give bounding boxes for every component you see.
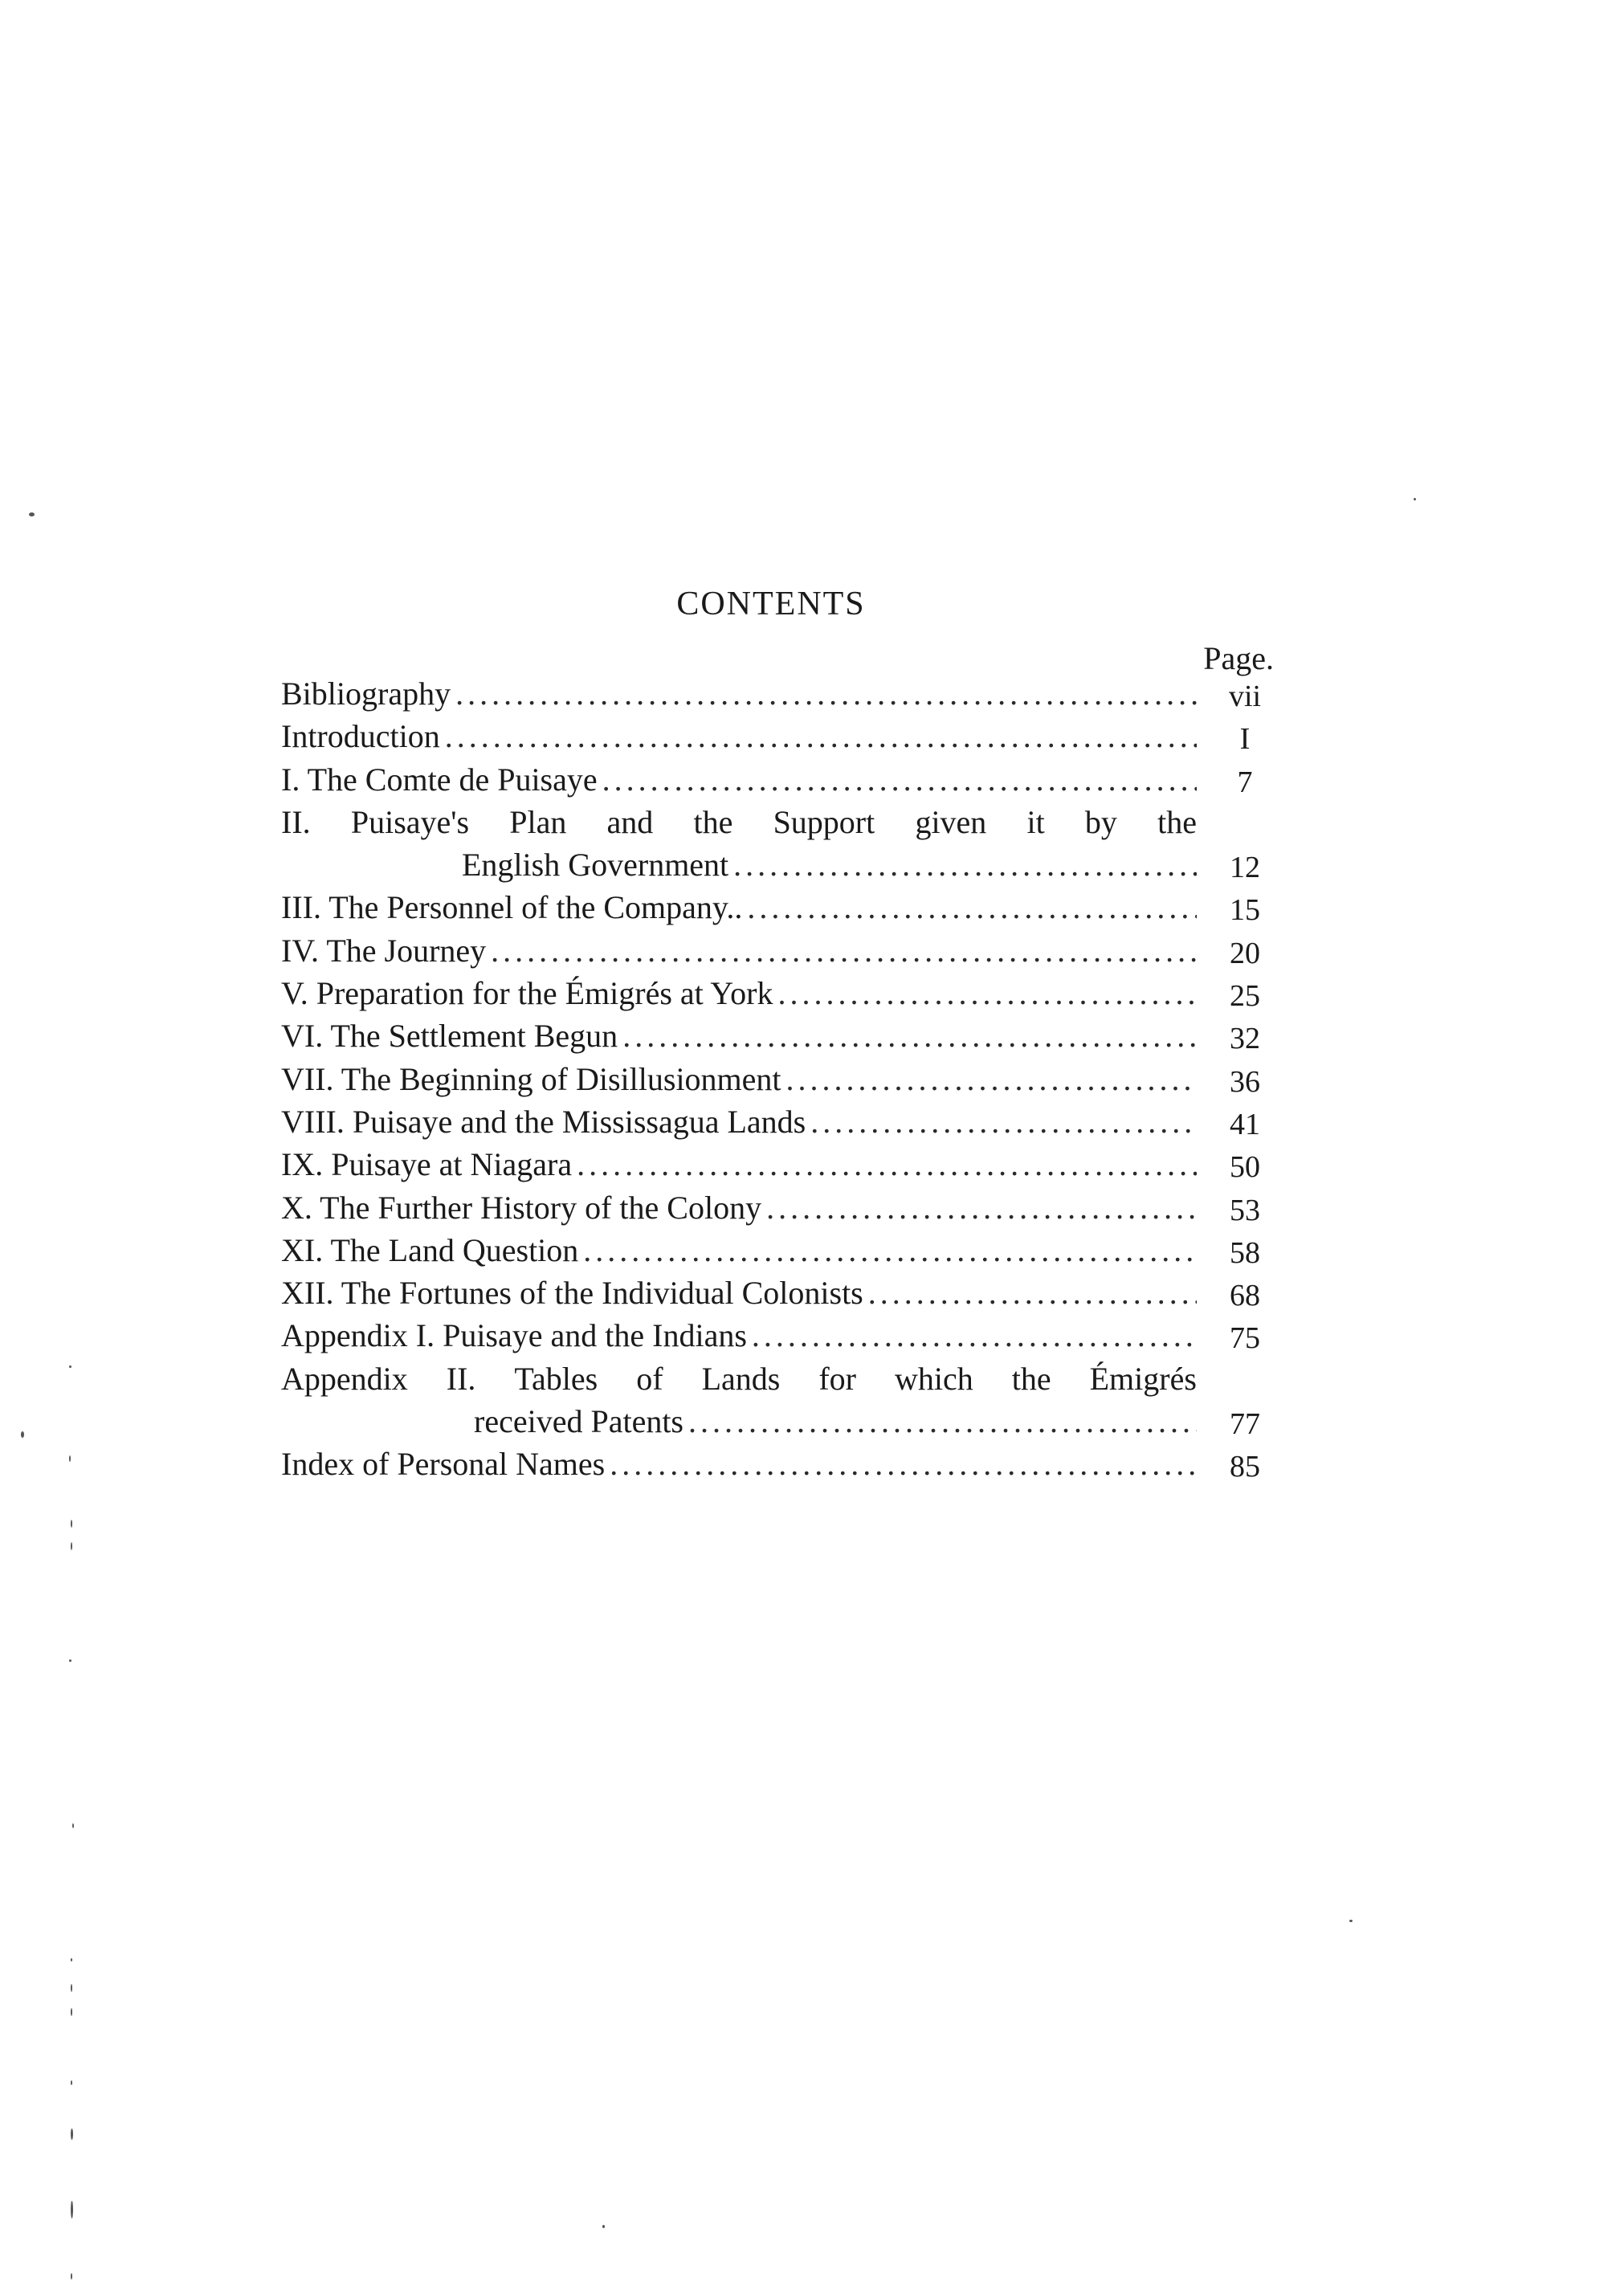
dot-leader	[752, 1314, 1197, 1357]
toc-entry-title-line-2: received Patents	[474, 1403, 683, 1440]
toc-entry-title: VI. The Settlement Begun	[281, 1018, 618, 1055]
toc-entry-page: 25	[1230, 979, 1260, 1014]
toc-entry-page: 7	[1237, 765, 1253, 799]
toc-word: Appendix	[281, 1360, 408, 1397]
toc-word: the	[1157, 803, 1197, 840]
scan-speck	[71, 1542, 72, 1550]
toc-word: and	[606, 803, 654, 840]
dot-leader	[810, 1100, 1197, 1143]
table-of-contents	[281, 672, 1277, 1486]
scan-speck	[71, 2129, 73, 2140]
toc-entry-appendix-2-line-2[interactable]	[281, 1400, 1277, 1443]
dot-leader	[583, 1229, 1197, 1271]
toc-entry-introduction[interactable]	[281, 715, 1277, 757]
toc-entry-title: IX. Puisaye at Niagara	[281, 1146, 573, 1183]
toc-entry-chapter-11[interactable]	[281, 1229, 1277, 1271]
dot-leader	[445, 715, 1197, 757]
dot-leader	[455, 672, 1197, 715]
toc-entry-page: 77	[1230, 1407, 1260, 1442]
toc-entry-page: 75	[1230, 1321, 1260, 1356]
page-column-heading: Page.	[1203, 640, 1274, 676]
toc-entry-page: 85	[1230, 1450, 1260, 1484]
toc-entry-title: I. The Comte de Puisaye	[281, 761, 598, 798]
toc-entry-title: VIII. Puisaye and the Mississagua Lands	[281, 1103, 806, 1140]
scan-speck	[71, 1958, 72, 1961]
dot-leader	[602, 758, 1197, 801]
toc-word: Tables	[514, 1360, 598, 1397]
toc-entry-appendix-2-line-1[interactable]	[281, 1357, 1277, 1400]
toc-entry-page: 68	[1230, 1279, 1260, 1313]
toc-entry-page: 41	[1230, 1107, 1260, 1141]
dot-leader	[868, 1271, 1197, 1314]
toc-entry-page: 32	[1230, 1022, 1260, 1056]
toc-entry-title: V. Preparation for the Émigrés at York	[281, 975, 773, 1012]
toc-entry-bibliography[interactable]	[281, 672, 1277, 715]
scan-speck	[1349, 1920, 1353, 1922]
toc-entry-title-line-1	[281, 801, 1197, 843]
toc-word: of	[636, 1360, 663, 1397]
dot-leader	[778, 972, 1198, 1014]
scan-speck	[71, 2008, 72, 2016]
dot-leader	[610, 1443, 1197, 1485]
dot-leader	[577, 1143, 1197, 1186]
toc-entry-chapter-12[interactable]	[281, 1271, 1277, 1314]
toc-entry-title: Introduction	[281, 718, 440, 755]
toc-entry-title-line-1	[281, 1357, 1197, 1400]
toc-entry-chapter-5[interactable]	[281, 972, 1277, 1014]
toc-entry-chapter-7[interactable]	[281, 1058, 1277, 1100]
toc-word: given	[915, 803, 987, 840]
toc-entry-title-line-2: English Government	[462, 847, 729, 884]
toc-word: it	[1026, 803, 1045, 840]
toc-entry-title: IV. The Journey	[281, 932, 487, 969]
scan-speck	[1414, 498, 1416, 500]
scan-speck	[71, 1984, 72, 1992]
toc-entry-page: 53	[1230, 1193, 1260, 1227]
toc-entry-chapter-6[interactable]	[281, 1014, 1277, 1057]
toc-word: Puisaye's	[350, 803, 470, 840]
toc-entry-title: Index of Personal Names	[281, 1446, 606, 1483]
toc-entry-page: 50	[1230, 1150, 1260, 1185]
toc-word: Support	[773, 803, 875, 840]
toc-entry-title: XII. The Fortunes of the Individual Colonists	[281, 1275, 863, 1312]
toc-entry-page: vii	[1228, 680, 1262, 713]
toc-word: Lands	[701, 1360, 781, 1397]
toc-word: which	[894, 1360, 973, 1397]
toc-entry-chapter-3[interactable]	[281, 886, 1277, 929]
toc-entry-title: XI. The Land Question	[281, 1231, 579, 1268]
dot-leader	[688, 1400, 1197, 1443]
toc-entry-title: X. The Further History of the Colony	[281, 1189, 762, 1226]
toc-entry-chapter-2-line-1[interactable]	[281, 801, 1277, 843]
toc-entry-chapter-10[interactable]	[281, 1186, 1277, 1229]
toc-entry-page: 36	[1230, 1064, 1260, 1099]
toc-entry-page: 15	[1230, 893, 1260, 928]
toc-word: II.	[446, 1360, 476, 1397]
toc-entry-chapter-1[interactable]	[281, 758, 1277, 801]
dot-leader	[786, 1058, 1197, 1100]
toc-word: Plan	[509, 803, 567, 840]
dot-leader	[766, 1186, 1197, 1229]
scan-speck	[69, 1365, 71, 1368]
toc-entry-title: III. The Personnel of the Company..	[281, 889, 743, 926]
dot-leader	[733, 843, 1197, 886]
toc-entry-page: 20	[1230, 936, 1260, 970]
toc-entry-page: 58	[1230, 1235, 1260, 1270]
scan-speck	[21, 1431, 24, 1438]
scan-speck	[69, 1455, 71, 1462]
scan-speck	[71, 2080, 72, 2085]
toc-entry-chapter-8[interactable]	[281, 1100, 1277, 1143]
scan-speck	[71, 2273, 72, 2280]
scan-speck	[69, 1659, 71, 1662]
scan-speck	[29, 512, 35, 516]
dot-leader	[622, 1014, 1197, 1057]
toc-entry-appendix-1[interactable]	[281, 1314, 1277, 1357]
toc-entry-chapter-2-line-2[interactable]	[281, 843, 1277, 886]
toc-entry-page: 12	[1230, 851, 1260, 885]
scan-speck	[72, 1823, 74, 1828]
toc-entry-chapter-4[interactable]	[281, 929, 1277, 972]
scan-speck	[602, 2225, 605, 2228]
dot-leader	[747, 886, 1197, 929]
toc-entry-title: Appendix I. Puisaye and the Indians	[281, 1317, 747, 1354]
toc-entry-title: VII. The Beginning of Disillusionment	[281, 1060, 781, 1097]
dot-leader	[491, 929, 1197, 972]
toc-entry-chapter-9[interactable]	[281, 1143, 1277, 1186]
scan-speck	[71, 2201, 73, 2218]
toc-word: II.	[281, 803, 311, 840]
toc-word: Émigrés	[1089, 1360, 1197, 1397]
toc-word: by	[1084, 803, 1117, 840]
toc-entry-index[interactable]	[281, 1443, 1277, 1485]
toc-word: the	[1011, 1360, 1051, 1397]
scan-speck	[71, 1520, 72, 1528]
toc-entry-page: I	[1239, 722, 1251, 757]
toc-entry-title: Bibliography	[281, 676, 451, 712]
toc-word: for	[818, 1360, 856, 1397]
toc-word: the	[693, 803, 733, 840]
contents-heading: CONTENTS	[676, 586, 866, 622]
